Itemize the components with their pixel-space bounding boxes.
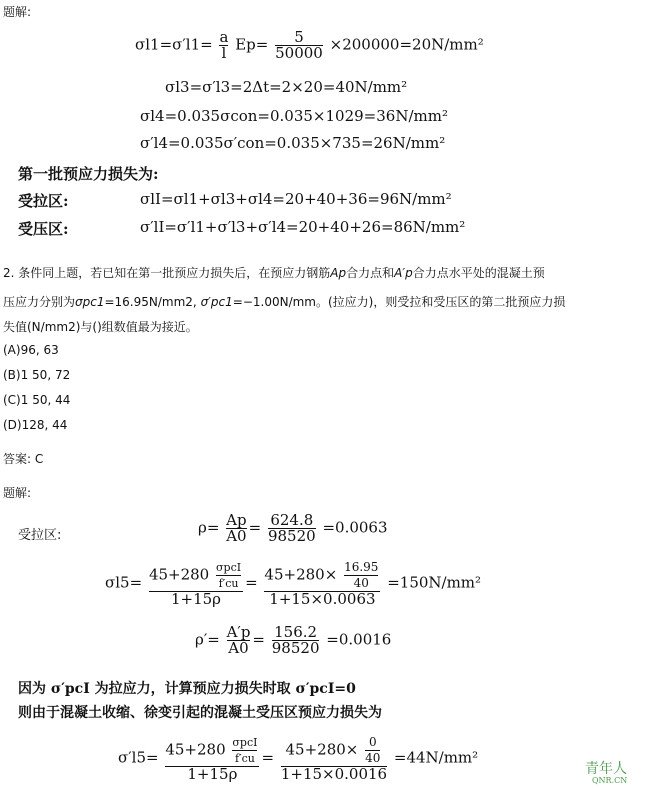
tension-zone-label: 受拉区:: [18, 192, 69, 210]
equation-sigma-l4: σl4=0.035σcon=0.035×1029=36N/mm²: [140, 107, 448, 125]
solution-label-2: 题解:: [3, 486, 32, 500]
equation-sigma-l3: σl3=σ′l3=2Δt=2×20=40N/mm²: [165, 78, 408, 96]
equation-sigma-l5-prime: σ′l5= 45+280 $\frac{\text{σpcⅠ}}{f'cu}$ 1+15ρ = 45+280× $\frac{0}{40}$ 1+15×0.0016 =44N/mm²: [118, 735, 479, 783]
option-c: (C)1 50, 44: [3, 393, 71, 407]
tension-zone-equation: σlⅠ=σl1+σl3+σl4=20+40+36=96N/mm²: [140, 190, 452, 208]
equation-sigma-l5: σl5= 45+280 $\frac{\text{σpcⅠ}}{f'cu}$ 1+15ρ = 45+280× $\frac{16.95}{40}$ 1+15×0.0063 =150N/mm²: [105, 560, 482, 608]
option-a: (A)96, 63: [3, 343, 59, 357]
question-line-1: 2. 条件同上题，若已知在第一批预应力损失后，在预应力钢筋Ap合力点和A′p合力点水平处的混凝土预: [3, 266, 545, 280]
answer: 答案: C: [3, 452, 44, 466]
tension-zone-label-2: 受拉区:: [18, 528, 62, 543]
question-line-2: 压应力分别为σpc1=16.95N/mm2, σ′pc1=−1.00N/mm。(拉应力)，则受拉和受压区的第二批预应力损: [3, 295, 566, 309]
note-tensile-stress: 因为 σ′pcⅠ 为拉应力，计算预应力损失时取 σ′pcⅠ=0: [18, 681, 356, 697]
option-d: (D)128, 44: [3, 418, 68, 432]
equation-sigma-l4-prime: σ′l4=0.035σ′con=0.035×735=26N/mm²: [140, 134, 446, 152]
solution-label-1: 题解:: [3, 5, 32, 19]
compression-zone-label: 受压区:: [18, 220, 69, 238]
watermark-domain: QNR.CN: [592, 776, 628, 785]
equation-sigma-l1: σl1=σ′l1= $\frac{a}{l}$ Ep= $\frac{5}{50000}$ ×200000=20N/mm²: [135, 28, 484, 62]
question-line-3: 失值(N/mm2)与()组数值最为接近。: [3, 320, 198, 334]
equation-rho-prime: ρ′= $\frac{A'p}{A0}$ = $\frac{156.2}{98520}$ =0.0016: [195, 623, 392, 657]
note-shrinkage-creep: 则由于混凝土收缩、徐变引起的混凝土受压区预应力损失为: [18, 705, 382, 721]
equation-rho: ρ= $\frac{Ap}{A0}$ = $\frac{624.8}{98520}$ =0.0063: [198, 511, 388, 545]
compression-zone-equation: σ′lⅠ=σ′l1+σ′l3+σ′l4=20+40+26=86N/mm²: [140, 218, 466, 236]
first-loss-heading: 第一批预应力损失为:: [18, 165, 159, 183]
option-b: (B)1 50, 72: [3, 368, 71, 382]
watermark-logo: 青年人: [585, 761, 627, 777]
